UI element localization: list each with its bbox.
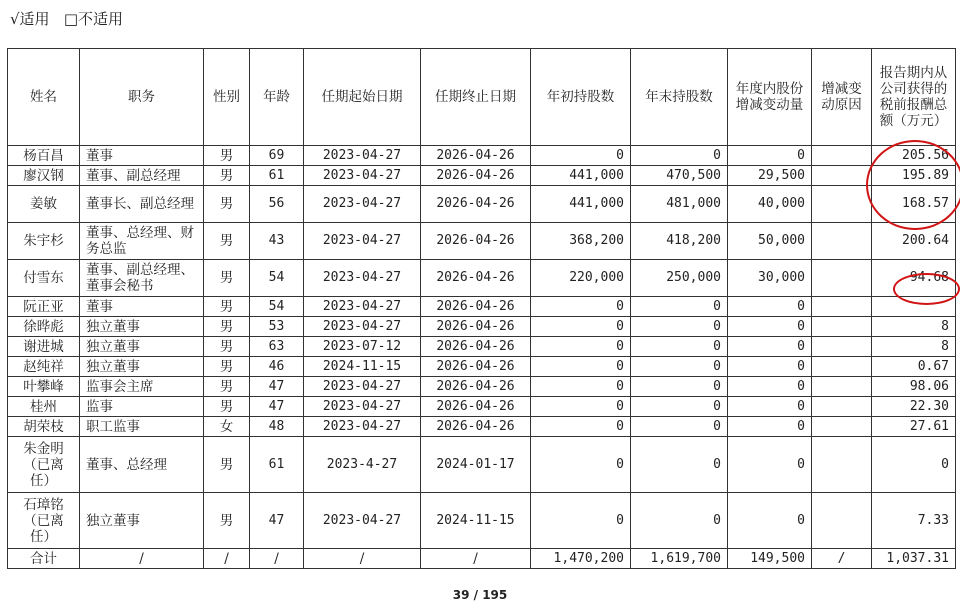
- cell-gender: 男: [204, 397, 250, 417]
- cell-shares-begin: 368,200: [531, 223, 631, 260]
- cell-gender: 女: [204, 417, 250, 437]
- cell-term-start: 2024-11-15: [304, 357, 421, 377]
- cell-shares-begin: 0: [531, 417, 631, 437]
- table-row: [8, 146, 956, 166]
- cell-name: 杨百昌: [8, 146, 80, 166]
- total-cell-change-reason: /: [812, 549, 872, 569]
- cell-compensation: 205.56: [872, 146, 956, 166]
- cell-share-change: 0: [728, 146, 812, 166]
- cell-term-end: 2026-04-26: [421, 166, 531, 186]
- cell-age: 47: [250, 397, 304, 417]
- cell-position: 董事、总经理: [80, 437, 204, 493]
- table-row: [8, 417, 956, 437]
- cell-shares-begin: 0: [531, 377, 631, 397]
- cell-term-start: 2023-04-27: [304, 166, 421, 186]
- cell-compensation: 0: [872, 437, 956, 493]
- header-share-change: 年度内股份增减变动量: [728, 49, 812, 146]
- cell-age: 61: [250, 437, 304, 493]
- cell-compensation: 168.57: [872, 186, 956, 223]
- cell-shares-begin: 441,000: [531, 186, 631, 223]
- cell-gender: 男: [204, 223, 250, 260]
- cell-position: 董事: [80, 297, 204, 317]
- cell-position: 独立董事: [80, 317, 204, 337]
- total-cell-name: 合计: [8, 549, 80, 569]
- total-cell-share-change: 149,500: [728, 549, 812, 569]
- total-cell-term-start: /: [304, 549, 421, 569]
- cell-change-reason: [812, 260, 872, 297]
- director-compensation-table: [7, 48, 956, 569]
- cell-shares-begin: 0: [531, 437, 631, 493]
- cell-term-end: 2026-04-26: [421, 260, 531, 297]
- cell-term-end: 2026-04-26: [421, 146, 531, 166]
- cell-position: 董事、副总经理、董事会秘书: [80, 260, 204, 297]
- cell-shares-end: 0: [631, 146, 728, 166]
- cell-term-end: 2024-11-15: [421, 493, 531, 549]
- cell-change-reason: [812, 493, 872, 549]
- total-cell-shares-end: 1,619,700: [631, 549, 728, 569]
- cell-compensation: 8: [872, 337, 956, 357]
- cell-change-reason: [812, 166, 872, 186]
- cell-term-start: 2023-04-27: [304, 417, 421, 437]
- cell-change-reason: [812, 223, 872, 260]
- cell-share-change: 29,500: [728, 166, 812, 186]
- cell-gender: 男: [204, 377, 250, 397]
- cell-position: 董事、副总经理: [80, 166, 204, 186]
- cell-share-change: 0: [728, 337, 812, 357]
- cell-share-change: 0: [728, 317, 812, 337]
- cell-term-end: 2026-04-26: [421, 417, 531, 437]
- cell-age: 61: [250, 166, 304, 186]
- cell-shares-end: 418,200: [631, 223, 728, 260]
- header-age: 年龄: [250, 49, 304, 146]
- cell-change-reason: [812, 377, 872, 397]
- total-cell-age: /: [250, 549, 304, 569]
- cell-term-start: 2023-04-27: [304, 260, 421, 297]
- cell-term-start: 2023-04-27: [304, 377, 421, 397]
- cell-shares-end: 250,000: [631, 260, 728, 297]
- cell-age: 54: [250, 260, 304, 297]
- cell-shares-end: 0: [631, 493, 728, 549]
- cell-name: 廖汉钢: [8, 166, 80, 186]
- cell-age: 47: [250, 493, 304, 549]
- cell-compensation: 0.67: [872, 357, 956, 377]
- cell-shares-begin: 220,000: [531, 260, 631, 297]
- applicability-options: [10, 8, 123, 29]
- cell-age: 56: [250, 186, 304, 223]
- cell-gender: 男: [204, 437, 250, 493]
- cell-term-end: 2026-04-26: [421, 397, 531, 417]
- cell-shares-begin: 0: [531, 397, 631, 417]
- cell-share-change: 0: [728, 417, 812, 437]
- not-applicable-checkbox-label: □不适用: [63, 10, 124, 28]
- cell-age: 43: [250, 223, 304, 260]
- cell-term-end: 2026-04-26: [421, 377, 531, 397]
- cell-shares-begin: 0: [531, 357, 631, 377]
- cell-change-reason: [812, 437, 872, 493]
- cell-shares-end: 0: [631, 437, 728, 493]
- cell-change-reason: [812, 417, 872, 437]
- cell-share-change: 0: [728, 397, 812, 417]
- cell-compensation: 27.61: [872, 417, 956, 437]
- cell-share-change: 0: [728, 357, 812, 377]
- cell-gender: 男: [204, 297, 250, 317]
- cell-position: 监事会主席: [80, 377, 204, 397]
- cell-term-end: 2026-04-26: [421, 337, 531, 357]
- cell-compensation: 8: [872, 317, 956, 337]
- cell-term-start: 2023-04-27: [304, 397, 421, 417]
- cell-change-reason: [812, 146, 872, 166]
- total-cell-shares-begin: 1,470,200: [531, 549, 631, 569]
- cell-term-end: 2026-04-26: [421, 186, 531, 223]
- applicable-checked-label: √适用: [10, 10, 50, 28]
- cell-age: 54: [250, 297, 304, 317]
- cell-shares-begin: 0: [531, 317, 631, 337]
- cell-name: 谢进城: [8, 337, 80, 357]
- cell-name: 姜敏: [8, 186, 80, 223]
- header-name: 姓名: [8, 49, 80, 146]
- cell-age: 48: [250, 417, 304, 437]
- cell-compensation: 98.06: [872, 377, 956, 397]
- cell-name: 付雪东: [8, 260, 80, 297]
- cell-name: 阮正亚: [8, 297, 80, 317]
- cell-term-end: 2026-04-26: [421, 357, 531, 377]
- cell-position: 董事长、副总经理: [80, 186, 204, 223]
- cell-name: 朱金明（已离任）: [8, 437, 80, 493]
- header-change-reason: 增减变动原因: [812, 49, 872, 146]
- table-row: [8, 397, 956, 417]
- header-term-start: 任期起始日期: [304, 49, 421, 146]
- total-row: [8, 549, 956, 569]
- cell-age: 63: [250, 337, 304, 357]
- table-row: [8, 297, 956, 317]
- total-cell-compensation: 1,037.31: [872, 549, 956, 569]
- cell-name: 石璋铭（已离任）: [8, 493, 80, 549]
- cell-gender: 男: [204, 260, 250, 297]
- cell-shares-begin: 0: [531, 146, 631, 166]
- cell-share-change: 30,000: [728, 260, 812, 297]
- cell-name: 胡荣枝: [8, 417, 80, 437]
- cell-compensation: 7.33: [872, 493, 956, 549]
- cell-term-start: 2023-04-27: [304, 146, 421, 166]
- cell-age: 46: [250, 357, 304, 377]
- table-row: [8, 223, 956, 260]
- cell-shares-end: 0: [631, 397, 728, 417]
- cell-gender: 男: [204, 337, 250, 357]
- total-cell-gender: /: [204, 549, 250, 569]
- cell-name: 桂州: [8, 397, 80, 417]
- cell-change-reason: [812, 317, 872, 337]
- cell-share-change: 0: [728, 437, 812, 493]
- page-number: 39 / 195: [452, 588, 508, 602]
- cell-shares-end: 0: [631, 417, 728, 437]
- cell-change-reason: [812, 357, 872, 377]
- cell-compensation: 195.89: [872, 166, 956, 186]
- cell-share-change: 0: [728, 297, 812, 317]
- cell-shares-end: 0: [631, 317, 728, 337]
- cell-compensation: 94.68: [872, 260, 956, 297]
- cell-shares-begin: 441,000: [531, 166, 631, 186]
- total-cell-term-end: /: [421, 549, 531, 569]
- table-row: [8, 337, 956, 357]
- cell-term-start: 2023-04-27: [304, 493, 421, 549]
- cell-compensation: 200.64: [872, 223, 956, 260]
- cell-term-start: 2023-07-12: [304, 337, 421, 357]
- cell-shares-begin: 0: [531, 297, 631, 317]
- header-shares-end: 年末持股数: [631, 49, 728, 146]
- cell-name: 朱宇杉: [8, 223, 80, 260]
- cell-position: 独立董事: [80, 357, 204, 377]
- cell-term-end: 2026-04-26: [421, 297, 531, 317]
- cell-gender: 男: [204, 186, 250, 223]
- cell-gender: 男: [204, 317, 250, 337]
- cell-age: 69: [250, 146, 304, 166]
- cell-position: 独立董事: [80, 337, 204, 357]
- cell-shares-begin: 0: [531, 493, 631, 549]
- cell-position: 独立董事: [80, 493, 204, 549]
- cell-change-reason: [812, 297, 872, 317]
- cell-term-end: 2026-04-26: [421, 223, 531, 260]
- cell-gender: 男: [204, 146, 250, 166]
- table-row: [8, 317, 956, 337]
- cell-compensation: [872, 297, 956, 317]
- header-gender: 性别: [204, 49, 250, 146]
- cell-position: 董事: [80, 146, 204, 166]
- cell-share-change: 0: [728, 493, 812, 549]
- cell-shares-end: 0: [631, 297, 728, 317]
- cell-gender: 男: [204, 493, 250, 549]
- table-row: [8, 493, 956, 549]
- cell-change-reason: [812, 397, 872, 417]
- header-compensation: 报告期内从公司获得的税前报酬总额（万元）: [872, 49, 956, 146]
- cell-share-change: 50,000: [728, 223, 812, 260]
- table-row: [8, 377, 956, 397]
- cell-share-change: 40,000: [728, 186, 812, 223]
- table-header-row: [8, 49, 956, 146]
- cell-shares-begin: 0: [531, 337, 631, 357]
- cell-name: 叶攀峰: [8, 377, 80, 397]
- total-cell-position: /: [80, 549, 204, 569]
- cell-term-start: 2023-04-27: [304, 297, 421, 317]
- cell-shares-end: 470,500: [631, 166, 728, 186]
- cell-term-start: 2023-04-27: [304, 223, 421, 260]
- table-row: [8, 186, 956, 223]
- cell-term-start: 2023-04-27: [304, 317, 421, 337]
- cell-term-end: 2024-01-17: [421, 437, 531, 493]
- cell-change-reason: [812, 337, 872, 357]
- cell-share-change: 0: [728, 377, 812, 397]
- table-row: [8, 260, 956, 297]
- table-row: [8, 437, 956, 493]
- cell-shares-end: 0: [631, 337, 728, 357]
- cell-position: 职工监事: [80, 417, 204, 437]
- cell-age: 47: [250, 377, 304, 397]
- header-position: 职务: [80, 49, 204, 146]
- cell-age: 53: [250, 317, 304, 337]
- cell-gender: 男: [204, 166, 250, 186]
- header-term-end: 任期终止日期: [421, 49, 531, 146]
- cell-term-end: 2026-04-26: [421, 317, 531, 337]
- table-row: [8, 166, 956, 186]
- cell-gender: 男: [204, 357, 250, 377]
- cell-name: 赵纯祥: [8, 357, 80, 377]
- table-row: [8, 357, 956, 377]
- cell-position: 董事、总经理、财务总监: [80, 223, 204, 260]
- cell-term-start: 2023-04-27: [304, 186, 421, 223]
- cell-shares-end: 0: [631, 377, 728, 397]
- cell-term-start: 2023-4-27: [304, 437, 421, 493]
- cell-shares-end: 0: [631, 357, 728, 377]
- cell-shares-end: 481,000: [631, 186, 728, 223]
- cell-compensation: 22.30: [872, 397, 956, 417]
- cell-name: 徐晔彪: [8, 317, 80, 337]
- cell-position: 监事: [80, 397, 204, 417]
- header-shares-begin: 年初持股数: [531, 49, 631, 146]
- cell-change-reason: [812, 186, 872, 223]
